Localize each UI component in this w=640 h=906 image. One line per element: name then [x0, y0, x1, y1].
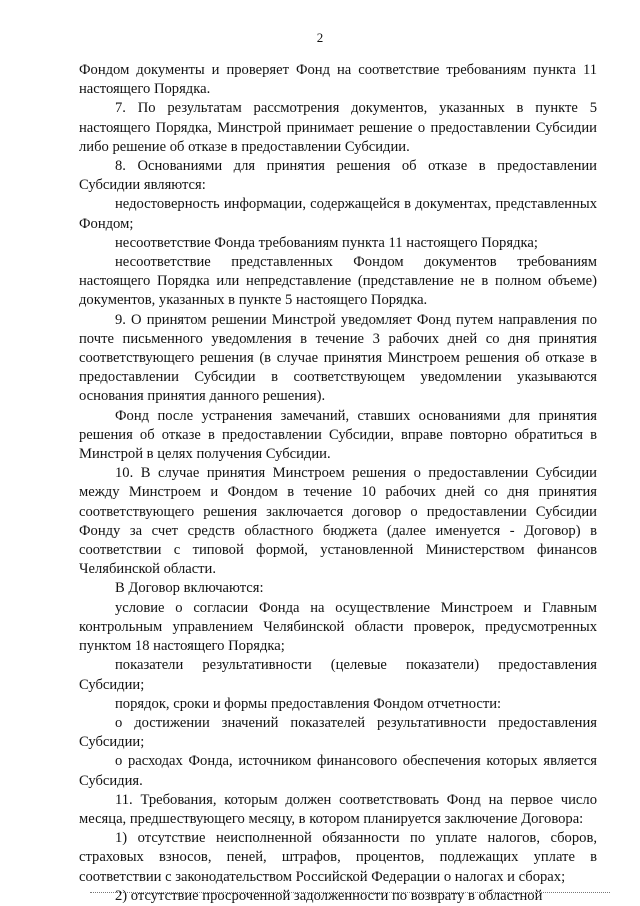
paragraph-item-11: 11. Требования, которым должен соответствовать Фонд на первое число месяца, предшествующего месяцу, в котором планируется заключение Договора:: [79, 791, 597, 827]
paragraph-item-7: 7. По результатам рассмотрения документов, указанных в пункте 5 настоящего Порядка, Минстрой принимает решение о предоставлении Субсидии либо решение об отказе в предоставлении Субсидии.: [79, 100, 597, 155]
page-number: 2: [316, 30, 324, 45]
paragraph-report-1: о достижении значений показателей результативности предоставления Субсидии;: [79, 714, 597, 751]
paragraph-requirement-1: 1) отсутствие неисполненной обязанности по уплате налогов, сборов, страховых взносов, пеней, штрафов, процентов, подлежащих уплате в соответствии с законодательством Российской Федерации о налогах и сборах;: [79, 830, 597, 885]
paragraph-continuation: Фондом документы и проверяет Фонд на соответствие требованиям пункта 11 настоящего Порядка.: [79, 62, 597, 98]
paragraph-item-8: 8. Основаниями для принятия решения об отказе в предоставлении Субсидии являются:: [79, 158, 597, 194]
paragraph-contract-term-3: порядок, сроки и формы предоставления Фондом отчетности:: [115, 695, 502, 712]
paragraph-refusal-ground-3: несоответствие представленных Фондом документов требованиям настоящего Порядка или непредставление (представление не в полном объеме) документов, указанных в пункте 5 настоящего Порядка.: [79, 254, 597, 309]
paragraph-report-2: о расходах Фонда, источником финансового обеспечения которых является Субсидия.: [79, 753, 597, 789]
paragraph-contract-term-2: показатели результативности (целевые показатели) предоставления Субсидии;: [79, 657, 597, 693]
paragraph-contract-term-1: условие о согласии Фонда на осуществление Минстроем и Главным контрольным управлением Челябинской области проверок, предусмотренных пунктом 18 настоящего Порядка;: [79, 599, 597, 655]
scan-edge-line: [90, 892, 610, 893]
paragraph-refusal-ground-1: недостоверность информации, содержащейся в документах, представленных Фондом;: [79, 196, 597, 232]
paragraph-contract-includes: В Договор включаются:: [115, 580, 264, 597]
document-body: [79, 61, 597, 906]
paragraph-refusal-ground-2: несоответствие Фонда требованиям пункта 11 настоящего Порядка;: [115, 234, 538, 251]
paragraph-resubmission: Фонд после устранения замечаний, ставших основаниями для принятия решения об отказе в предоставлении Субсидии, вправе повторно обратиться в Минстрой в целях получения Субсидии.: [79, 407, 597, 463]
paragraph-requirement-2: 2) отсутствие просроченной задолженности по возврату в областной: [115, 887, 543, 904]
paragraph-item-9: 9. О принятом решении Минстрой уведомляет Фонд путем направления по почте письменного уведомления в течение 3 рабочих дней со дня принятия соответствующего решения (в случае принятия Минстроем решения об отказе в предоставлении Субсидии в соответствующем уведомлении указываются основания принятия данного решения).: [79, 311, 597, 405]
paragraph-item-10: 10. В случае принятия Минстроем решения о предоставлении Субсидии между Минстроем и Фондом в течение 10 рабочих дней со дня принятия соответствующего решения заключается договор о предоставлении Субсидии Фонду за счет средств областного бюджета (далее именуется - Договор) в соответствии с типовой формой, установленной Министерством финансов Челябинской области.: [79, 465, 597, 578]
